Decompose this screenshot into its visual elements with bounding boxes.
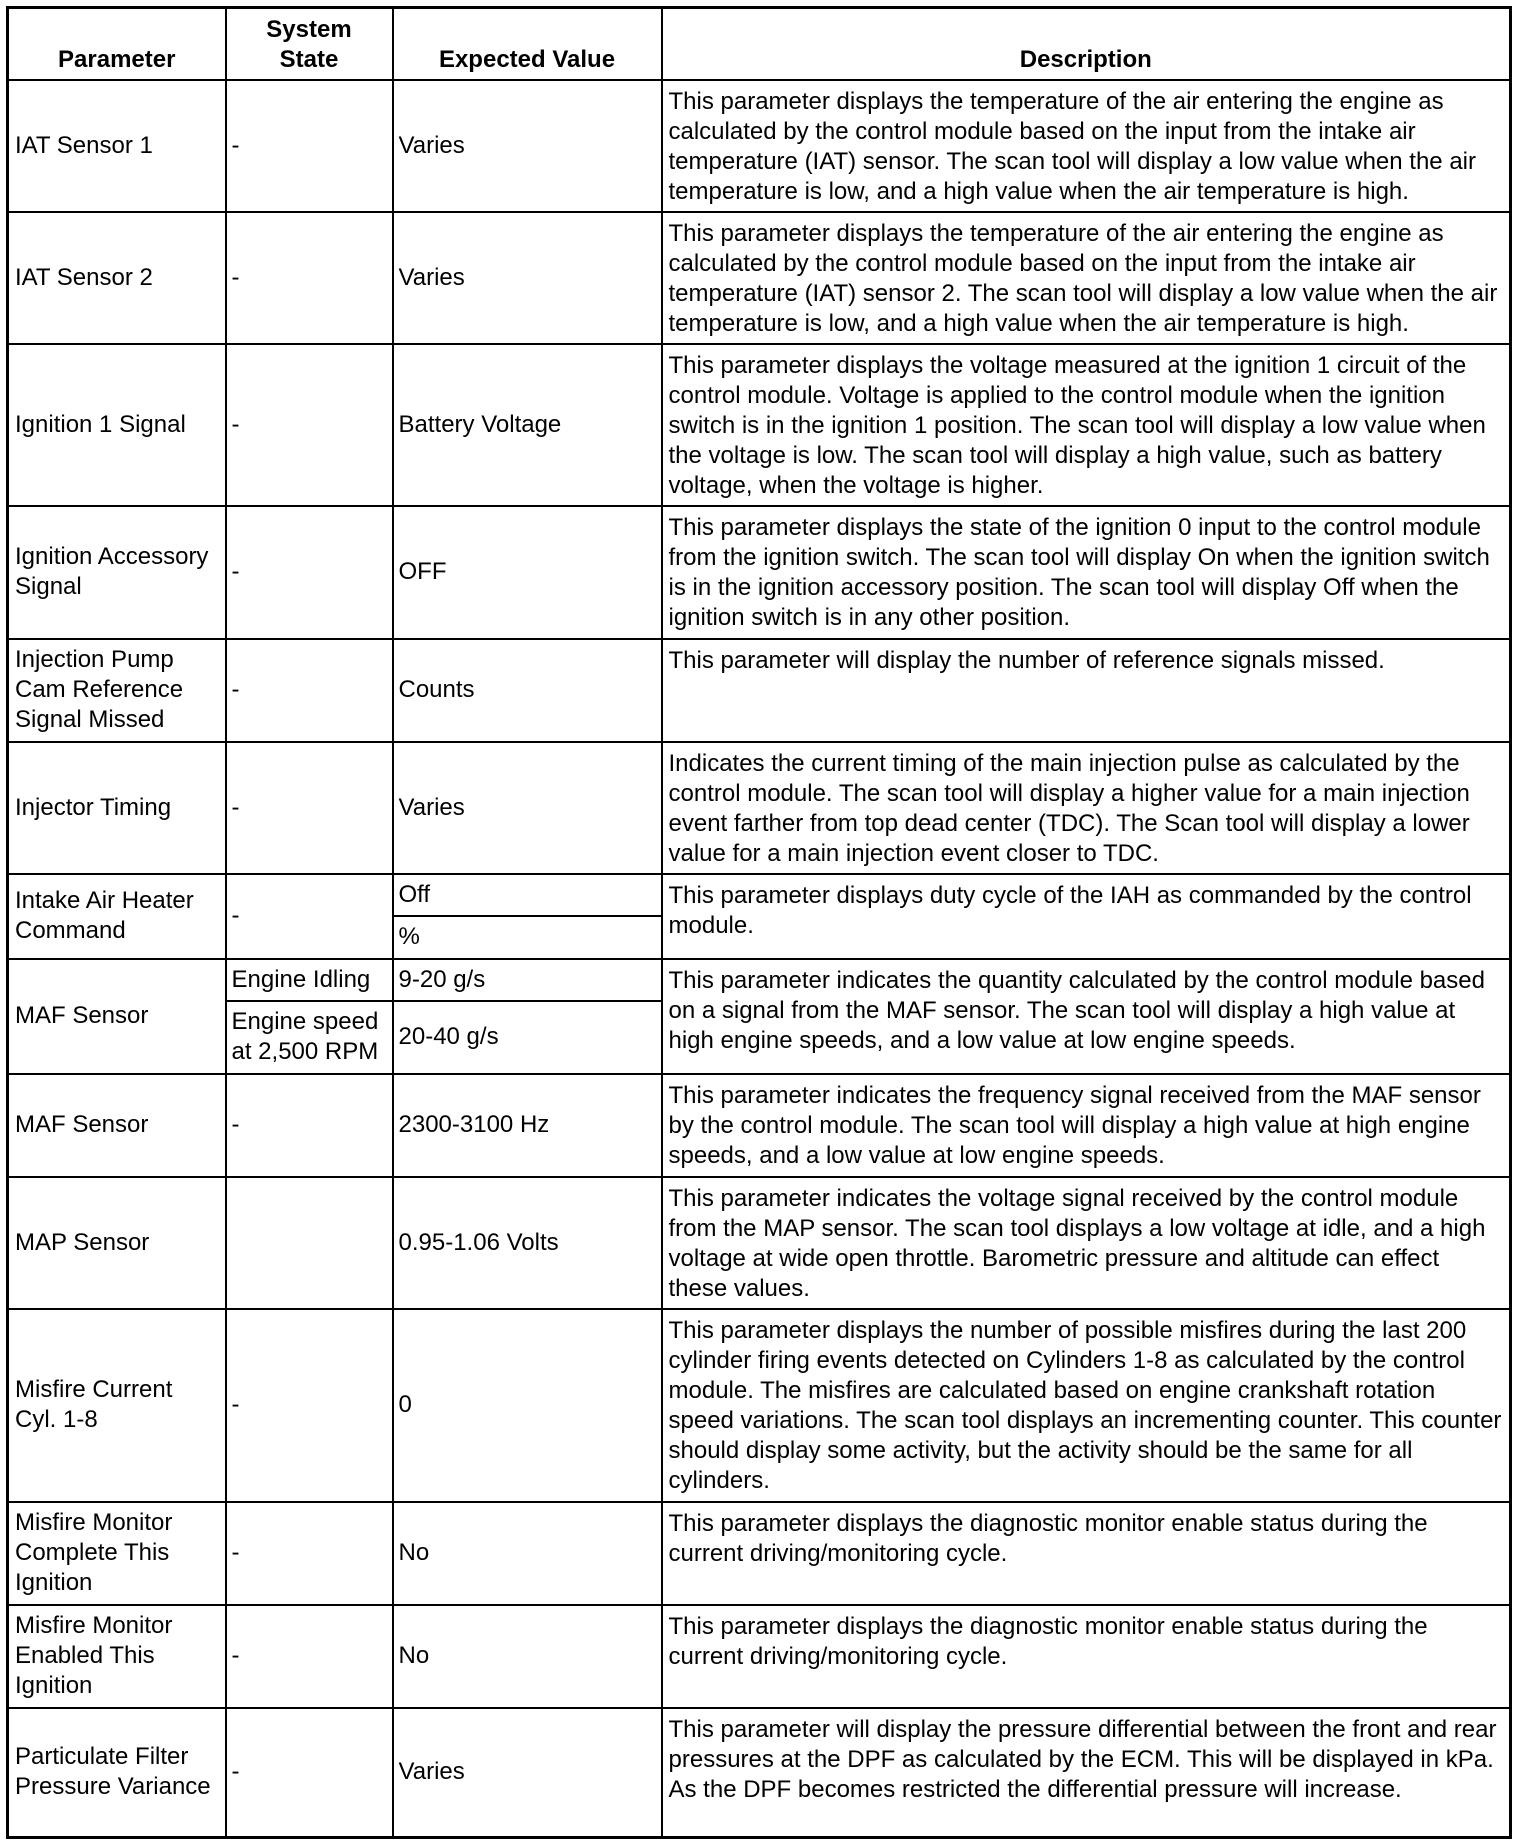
system-state-cell: - (226, 212, 393, 344)
expected-value-cell: Varies (393, 1708, 662, 1838)
description-cell: This parameter will display the pressure differential between the front and rear pressures at the DPF as calculated by the ECM. This will be displayed in kPa. As the DPF becomes restricted the differential pressure will increase. (662, 1708, 1511, 1838)
table-header-row (8, 8, 1511, 80)
system-state-cell: Engine Idling (226, 959, 393, 1001)
table-row (8, 1605, 1511, 1708)
table-row (8, 742, 1511, 874)
system-state-cell: - (226, 1074, 393, 1177)
system-state-cell (226, 1177, 393, 1309)
system-state-cell: - (226, 1309, 393, 1502)
parameter-cell: MAF Sensor (8, 1074, 226, 1177)
parameter-cell: Ignition 1 Signal (8, 344, 226, 506)
description-cell: This parameter will display the number of reference signals missed. (662, 639, 1511, 742)
table-row (8, 1502, 1511, 1605)
expected-value-cell: 0 (393, 1309, 662, 1502)
parameter-cell: Misfire Current Cyl. 1-8 (8, 1309, 226, 1502)
header-parameter: Parameter (8, 8, 226, 80)
parameter-cell: IAT Sensor 2 (8, 212, 226, 344)
table-row (8, 639, 1511, 742)
system-state-cell: - (226, 874, 393, 959)
expected-value-cell: Varies (393, 80, 662, 212)
parameter-cell: Ignition Accessory Signal (8, 506, 226, 639)
system-state-cell: - (226, 1605, 393, 1708)
description-cell: This parameter displays the diagnostic monitor enable status during the current driving/monitoring cycle. (662, 1605, 1511, 1708)
description-cell: Indicates the current timing of the main injection pulse as calculated by the control module. The scan tool will display a higher value for a main injection event farther from top dead center (TDC). The Scan tool will display a lower value for a main injection event closer to TDC. (662, 742, 1511, 874)
system-state-cell: - (226, 1502, 393, 1605)
parameter-cell: IAT Sensor 1 (8, 80, 226, 212)
table-row (8, 1074, 1511, 1177)
table-row (8, 874, 1511, 916)
system-state-cell: - (226, 742, 393, 874)
table-row (8, 506, 1511, 639)
parameter-cell: Injection Pump Cam Reference Signal Missed (8, 639, 226, 742)
parameter-cell: MAP Sensor (8, 1177, 226, 1309)
expected-value-cell: OFF (393, 506, 662, 639)
table-row (8, 344, 1511, 506)
description-cell: This parameter indicates the voltage signal received by the control module from the MAP sensor. The scan tool displays a low voltage at idle, and a high voltage at wide open throttle. Barometric pressure and altitude can effect these values. (662, 1177, 1511, 1309)
table-row (8, 959, 1511, 1001)
header-description: Description (662, 8, 1511, 80)
description-cell: This parameter indicates the frequency signal received from the MAF sensor by the control module. The scan tool will display a high value at high engine speeds, and a low value at low engine speeds. (662, 1074, 1511, 1177)
expected-value-cell: 20-40 g/s (393, 1001, 662, 1074)
expected-value-cell: Varies (393, 742, 662, 874)
parameter-cell: Injector Timing (8, 742, 226, 874)
expected-value-cell: 9-20 g/s (393, 959, 662, 1001)
header-system-state: System State (226, 8, 393, 80)
description-cell: This parameter displays the temperature of the air entering the engine as calculated by the control module based on the input from the intake air temperature (IAT) sensor 2. The scan tool will display a low value when the air temperature is low, and a high value when the air temperature is high. (662, 212, 1511, 344)
table-row (8, 1708, 1511, 1838)
description-cell: This parameter displays the voltage measured at the ignition 1 circuit of the control module. Voltage is applied to the control module when the ignition switch is in the ignition 1 position. The scan tool will display a low value when the voltage is low. The scan tool will display a high value, such as battery voltage, when the voltage is higher. (662, 344, 1511, 506)
parameter-table (6, 6, 1512, 1839)
description-cell: This parameter displays the diagnostic monitor enable status during the current driving/monitoring cycle. (662, 1502, 1511, 1605)
system-state-cell: - (226, 344, 393, 506)
table-row (8, 1177, 1511, 1309)
expected-value-cell: 2300-3100 Hz (393, 1074, 662, 1177)
system-state-cell: - (226, 506, 393, 639)
expected-value-cell: Off (393, 874, 662, 916)
system-state-cell: - (226, 1708, 393, 1838)
expected-value-cell: No (393, 1605, 662, 1708)
expected-value-cell: Varies (393, 212, 662, 344)
table-row (8, 1309, 1511, 1502)
expected-value-cell: Battery Voltage (393, 344, 662, 506)
parameter-cell: Intake Air Heater Command (8, 874, 226, 959)
system-state-cell: - (226, 80, 393, 212)
description-cell: This parameter displays the state of the ignition 0 input to the control module from the ignition switch. The scan tool will display On when the ignition switch is in the ignition accessory position. The scan tool will display Off when the ignition switch is in any other position. (662, 506, 1511, 639)
expected-value-cell: No (393, 1502, 662, 1605)
parameter-cell: Misfire Monitor Complete This Ignition (8, 1502, 226, 1605)
parameter-cell: MAF Sensor (8, 959, 226, 1074)
description-cell: This parameter displays the temperature of the air entering the engine as calculated by the control module based on the input from the intake air temperature (IAT) sensor. The scan tool will display a low value when the air temperature is low, and a high value when the air temperature is high. (662, 80, 1511, 212)
system-state-cell: Engine speed at 2,500 RPM (226, 1001, 393, 1074)
expected-value-cell: 0.95-1.06 Volts (393, 1177, 662, 1309)
expected-value-cell: Counts (393, 639, 662, 742)
description-cell: This parameter displays the number of possible misfires during the last 200 cylinder firing events detected on Cylinders 1-8 as calculated by the control module. The misfires are calculated based on engine crankshaft rotation speed variations. The scan tool displays an incrementing counter. This counter should display some activity, but the activity should be the same for all cylinders. (662, 1309, 1511, 1502)
parameter-cell: Particulate Filter Pressure Variance (8, 1708, 226, 1838)
expected-value-cell: % (393, 916, 662, 959)
description-cell: This parameter displays duty cycle of the IAH as commanded by the control module. (662, 874, 1511, 959)
description-cell: This parameter indicates the quantity calculated by the control module based on a signal from the MAF sensor. The scan tool will display a high value at high engine speeds, and a low value at low engine speeds. (662, 959, 1511, 1074)
header-expected-value: Expected Value (393, 8, 662, 80)
system-state-cell: - (226, 639, 393, 742)
table-row (8, 80, 1511, 212)
parameter-cell: Misfire Monitor Enabled This Ignition (8, 1605, 226, 1708)
table-row (8, 212, 1511, 344)
